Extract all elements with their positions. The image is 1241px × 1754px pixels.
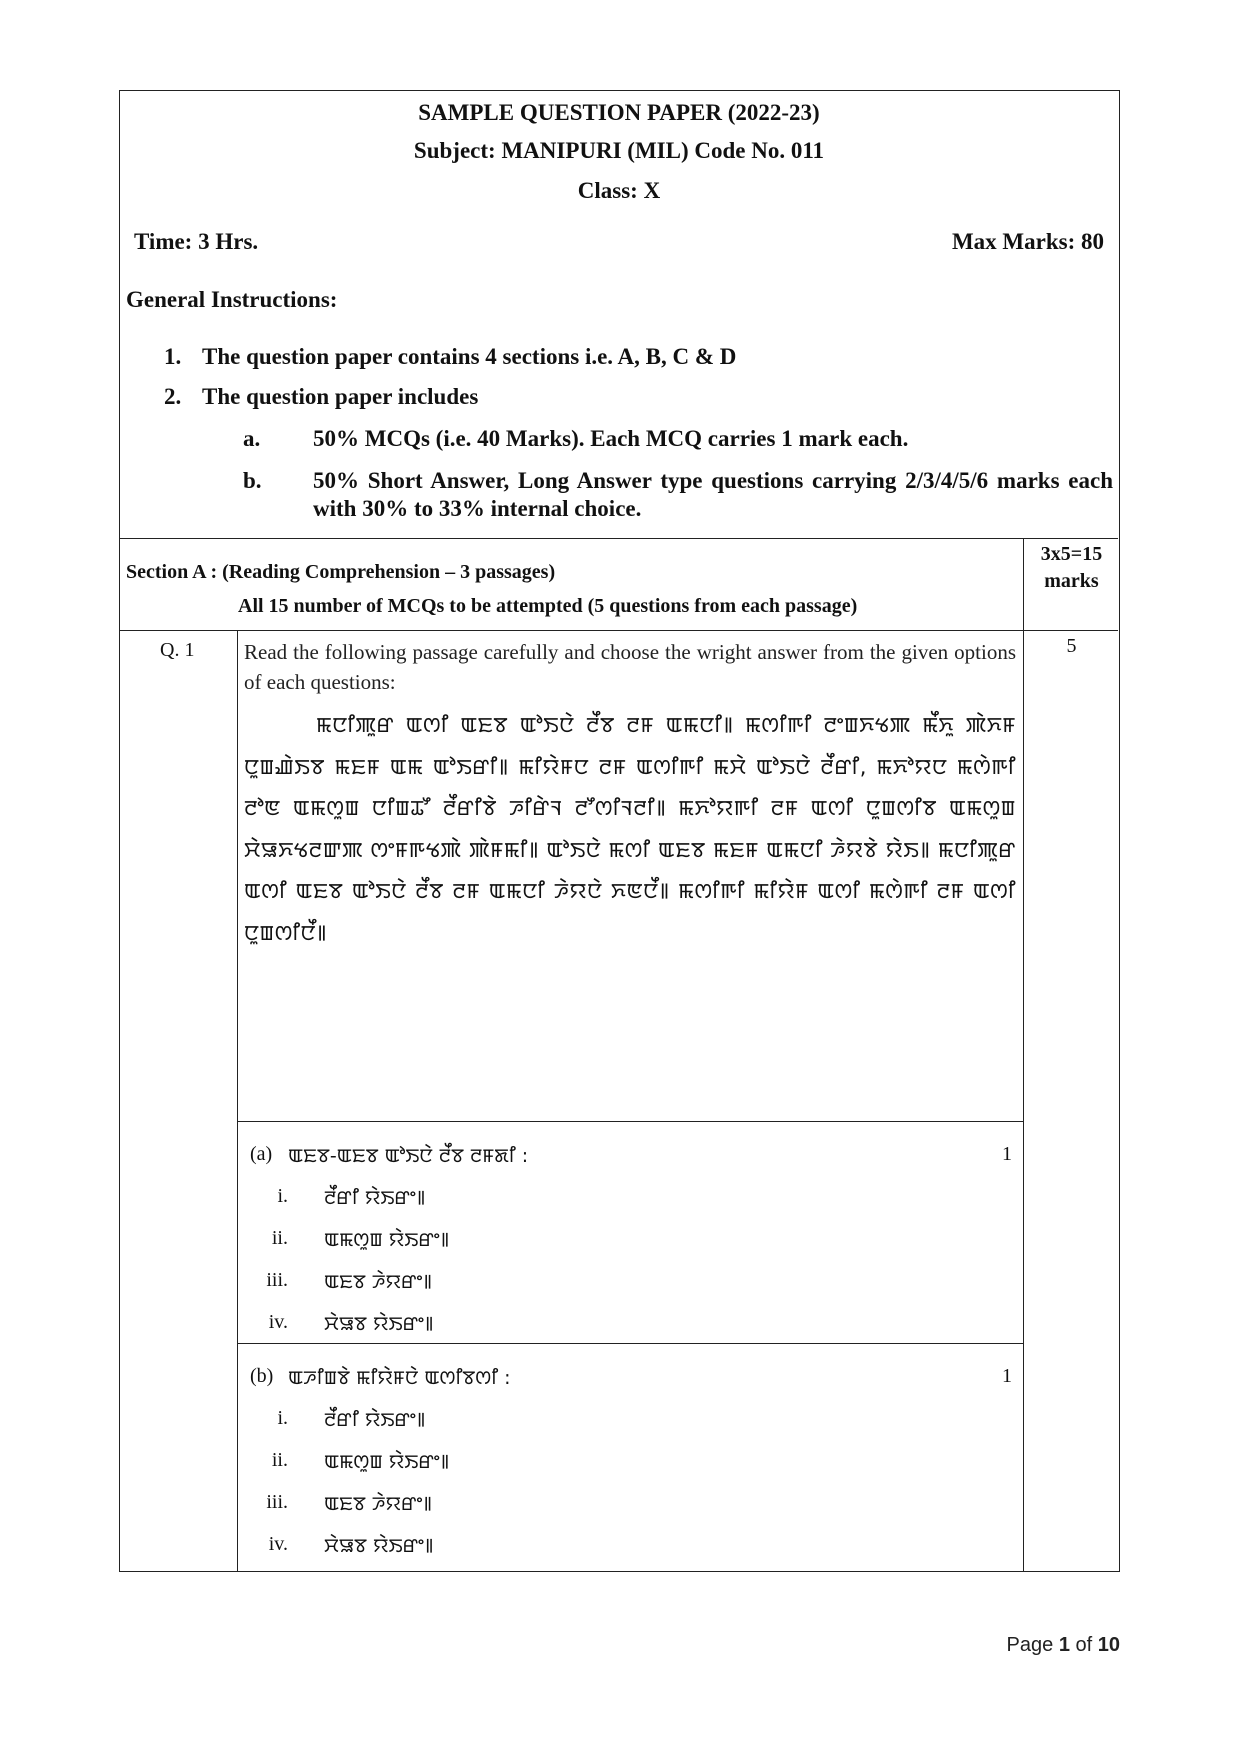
paper-subject: Subject: MANIPURI (MIL) Code No. 011	[413, 138, 825, 163]
subquestion-marks: 1	[1002, 1365, 1012, 1387]
reading-passage: ꯃꯅꯤꯄꯨꯔ ꯑꯁꯤ ꯑꯐꯕ ꯑꯣꯏꯅꯥ ꯂꯩꯕ ꯂꯝ ꯑꯃꯅꯤ꯫ ꯃꯁꯤꯒꯤ ꯂꯦꯡꯈꯠꯄ ꯃꯩꯈꯨ ꯄꯥꯈꯝ ꯅꯨꯡꯉꯥꯏꯕ ꯃꯐꯝ ꯑꯃ ꯑꯣꯏꯔꯤ꯫ ꯃꯤꯌꯥꯝꯅ ꯂꯝ ꯑꯁꯤꯒꯤ ꯃꯆꯥ ꯑꯣꯏꯅꯥ ꯂꯩꯔꯤ, ꯃꯈꯣꯌꯅ ꯃꯁꯥꯒꯤ ꯂꯣꯟ ꯑꯃꯁꯨꯡ ꯅꯤꯡꯊꯧ ꯂꯩꯔꯤꯕꯥ ꯍꯤꯔꯥꯜ ꯂꯧꯁꯤꯜꯂꯤ꯫ ꯃꯈꯣꯌꯒꯤ ꯂꯝ ꯑꯁꯤ ꯅꯨꯡꯁꯤꯕ ꯑꯃꯁꯨꯡ ꯆꯥꯎꯈꯠꯂꯛꯄ ꯁꯦꯝꯒꯠꯄꯥ ꯄꯥꯝꯃꯤ꯫ ꯑꯣꯏꯅꯥ ꯃꯁꯤ ꯑꯐꯕ ꯃꯐꯝ ꯑꯃꯅꯤ ꯍꯥꯌꯕꯥ ꯌꯥꯏ꯫ ꯃꯅꯤꯄꯨꯔ ꯑꯁꯤ ꯑꯐꯕ ꯑꯣꯏꯅꯥ ꯂꯩꯕ ꯂꯝ ꯑꯃꯅꯤ ꯍꯥꯌꯅꯥ ꯈꯟꯅꯩ꯫ ꯃꯁꯤꯒꯤ ꯃꯤꯌꯥꯝ ꯑꯁꯤ ꯃꯁꯥꯒꯤ ꯂꯝ ꯑꯁꯤ ꯅꯨꯡꯁꯤꯅꯩ꯫	[244, 713, 1016, 945]
option-text: ꯆꯥꯎꯕ ꯌꯥꯏꯔꯦ꯫	[324, 1535, 434, 1557]
option-text: ꯑꯃꯁꯨꯡ ꯌꯥꯏꯔꯦ꯫	[324, 1451, 450, 1473]
page-total: 10	[1097, 1634, 1120, 1656]
subquestion-text: ꯑꯍꯤꯡꯕꯥ ꯃꯤꯌꯥꯝꯅꯥ ꯑꯁꯤꯕꯁꯤ :	[288, 1367, 511, 1389]
subitem-text: 50% MCQs (i.e. 40 Marks). Each MCQ carries 1 mark each.	[313, 426, 909, 451]
paper-title: SAMPLE QUESTION PAPER (2022-23)	[418, 100, 820, 125]
subitem-letter: a.	[243, 426, 261, 451]
option-text: ꯆꯥꯎꯕ ꯌꯥꯏꯔꯦ꯫	[324, 1313, 434, 1335]
paper-class: Class: X	[577, 178, 661, 203]
option-numeral: ii.	[271, 1449, 288, 1471]
section-a-marks: 3x5=15 marks	[1040, 543, 1103, 592]
question-marks: 5	[1066, 635, 1077, 657]
subquestion-divider	[237, 1121, 1023, 1122]
of-word: of	[1075, 1634, 1093, 1656]
subquestion-divider	[237, 1343, 1023, 1344]
option-numeral: i.	[277, 1407, 288, 1429]
option-text: ꯑꯃꯁꯨꯡ ꯌꯥꯏꯔꯦ꯫	[324, 1229, 450, 1251]
instruction-number: 2.	[164, 384, 182, 409]
question-instruction: Read the following passage carefully and choose the wright answer from the given options of each questions:	[244, 640, 1016, 694]
subitem-letter: b.	[243, 468, 262, 493]
paper-header	[120, 91, 1118, 539]
option-numeral: ii.	[271, 1227, 288, 1249]
option-text: ꯂꯩꯔꯤ ꯌꯥꯏꯔꯦ꯫	[324, 1187, 426, 1209]
max-marks: Max Marks: 80	[951, 229, 1104, 254]
subitem-text: 50% Short Answer, Long Answer type questions carrying 2/3/4/5/6 marks each with 30% to 33% internal choice.	[313, 468, 1113, 521]
subquestion-marks: 1	[1002, 1143, 1012, 1165]
instruction-number: 1.	[164, 344, 182, 369]
question-number: Q. 1	[160, 639, 195, 661]
general-instructions-heading: General Instructions:	[126, 287, 338, 312]
page-word: Page	[1006, 1634, 1054, 1656]
question-paper	[119, 90, 1120, 1572]
subquestion-text: ꯑꯐꯕ-ꯑꯐꯕ ꯑꯣꯏꯅꯥ ꯂꯩꯕ ꯂꯝꯗꯤ :	[288, 1145, 529, 1167]
option-numeral: i.	[277, 1185, 288, 1207]
option-text: ꯑꯐꯕ ꯍꯥꯌꯔꯦ꯫	[324, 1493, 432, 1515]
section-a-title: Section A : (Reading Comprehension – 3 passages)	[126, 561, 556, 583]
section-a-subtitle: All 15 number of MCQs to be attempted (5 questions from each passage)	[238, 595, 858, 617]
subquestion-label: (b)	[250, 1365, 274, 1387]
option-numeral: iv.	[268, 1311, 288, 1333]
instruction-text: The question paper contains 4 sections i.e. A, B, C & D	[202, 344, 737, 369]
subquestion-label: (a)	[250, 1143, 273, 1165]
page-number: 1	[1058, 1634, 1070, 1656]
option-numeral: iii.	[266, 1491, 288, 1513]
option-numeral: iv.	[268, 1533, 288, 1555]
time-allowed: Time: 3 Hrs.	[134, 229, 259, 254]
option-numeral: iii.	[266, 1269, 288, 1291]
instruction-text: The question paper includes	[202, 384, 479, 409]
page-footer	[1007, 1634, 1120, 1657]
qno-column-divider	[237, 631, 238, 1571]
option-text: ꯂꯩꯔꯤ ꯌꯥꯏꯔꯦ꯫	[324, 1409, 426, 1431]
section-a-header	[120, 539, 1118, 631]
marks-column-divider	[1023, 539, 1024, 1571]
option-text: ꯑꯐꯕ ꯍꯥꯌꯔꯦ꯫	[324, 1271, 432, 1293]
